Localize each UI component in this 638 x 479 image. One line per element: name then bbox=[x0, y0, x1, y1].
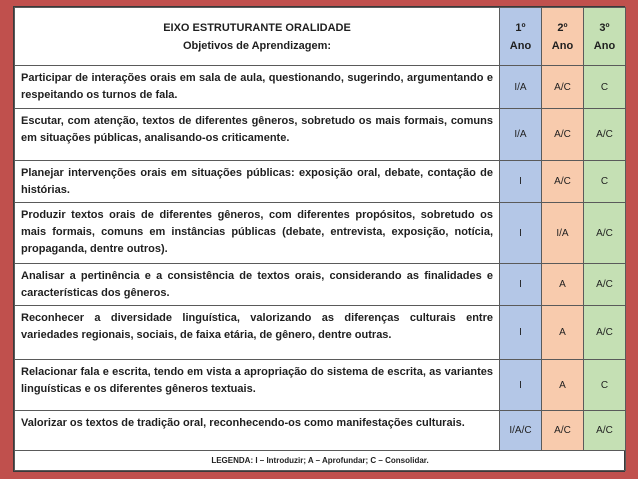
table-row bbox=[15, 203, 626, 264]
year-3-value: A/C bbox=[584, 264, 626, 306]
objective-text: Planejar intervenções orais em situações públicas: exposição oral, debate, contação de histórias. bbox=[15, 161, 500, 203]
year-1-value: I bbox=[500, 264, 542, 306]
legend-row bbox=[15, 451, 626, 471]
year-2-header bbox=[542, 8, 584, 66]
year-1-number: 1º bbox=[515, 21, 526, 34]
year-2-value: A/C bbox=[542, 66, 584, 109]
year-2-value: A/C bbox=[542, 411, 584, 451]
table-row bbox=[15, 109, 626, 161]
year-2-value: I/A bbox=[542, 203, 584, 264]
year-2-number: 2º bbox=[557, 21, 568, 34]
table-row bbox=[15, 66, 626, 109]
year-1-value: I/A bbox=[500, 109, 542, 161]
year-3-number: 3º bbox=[599, 21, 610, 34]
year-3-value: C bbox=[584, 360, 626, 411]
table-row bbox=[15, 360, 626, 411]
year-3-value: A/C bbox=[584, 306, 626, 360]
header-row bbox=[15, 8, 626, 66]
table-row bbox=[15, 411, 626, 451]
year-2-value: A bbox=[542, 360, 584, 411]
objective-text: Reconhecer a diversidade linguística, valorizando as diferenças culturais entre variedades regionais, sociais, de faixa etária, de gênero, dentre outras. bbox=[15, 306, 500, 360]
year-1-header bbox=[500, 8, 542, 66]
year-1-value: I/A/C bbox=[500, 411, 542, 451]
year-1-value: I/A bbox=[500, 66, 542, 109]
legend: LEGENDA: I – Introduzir; A – Aprofundar; C – Consolidar. bbox=[15, 451, 626, 471]
year-3-value: A/C bbox=[584, 411, 626, 451]
objective-text: Participar de interações orais em sala de aula, questionando, sugerindo, argumentando e respeitando os turnos de fala. bbox=[15, 66, 500, 109]
year-3-value: A/C bbox=[584, 109, 626, 161]
objective-text: Relacionar fala e escrita, tendo em vista a apropriação do sistema de escrita, as variantes linguísticas e os diferentes gêneros textuais. bbox=[15, 360, 500, 411]
year-3-header bbox=[584, 8, 626, 66]
year-1-value: I bbox=[500, 306, 542, 360]
objective-text: Analisar a pertinência e a consistência de textos orais, considerando as finalidades e características dos gêneros. bbox=[15, 264, 500, 306]
objective-text: Valorizar os textos de tradição oral, reconhecendo-os como manifestações culturais. bbox=[15, 411, 500, 451]
header-title-cell bbox=[15, 8, 500, 66]
year-1-label: Ano bbox=[509, 39, 532, 52]
table-row bbox=[15, 306, 626, 360]
table-row bbox=[15, 161, 626, 203]
year-1-value: I bbox=[500, 161, 542, 203]
year-3-label: Ano bbox=[593, 39, 616, 52]
objectives-table bbox=[14, 7, 626, 471]
table-row bbox=[15, 264, 626, 306]
year-3-value: C bbox=[584, 66, 626, 109]
table-title: EIXO ESTRUTURANTE ORALIDADE bbox=[163, 21, 351, 34]
year-2-value: A/C bbox=[542, 109, 584, 161]
year-2-value: A bbox=[542, 264, 584, 306]
objective-text: Escutar, com atenção, textos de diferentes gêneros, sobretudo os mais formais, comuns em situações públicas, analisando-os criticamente. bbox=[15, 109, 500, 161]
document-frame bbox=[13, 6, 625, 472]
year-2-label: Ano bbox=[551, 39, 574, 52]
year-1-value: I bbox=[500, 203, 542, 264]
year-3-value: C bbox=[584, 161, 626, 203]
objective-text: Produzir textos orais de diferentes gêneros, com diferentes propósitos, sobretudo os mais formais, comuns em instâncias públicas (debate, entrevista, exposição, notícia, propaganda, dentre outros). bbox=[15, 203, 500, 264]
year-1-value: I bbox=[500, 360, 542, 411]
year-2-value: A/C bbox=[542, 161, 584, 203]
year-2-value: A bbox=[542, 306, 584, 360]
year-3-value: A/C bbox=[584, 203, 626, 264]
table-subtitle: Objetivos de Aprendizagem: bbox=[182, 39, 332, 52]
